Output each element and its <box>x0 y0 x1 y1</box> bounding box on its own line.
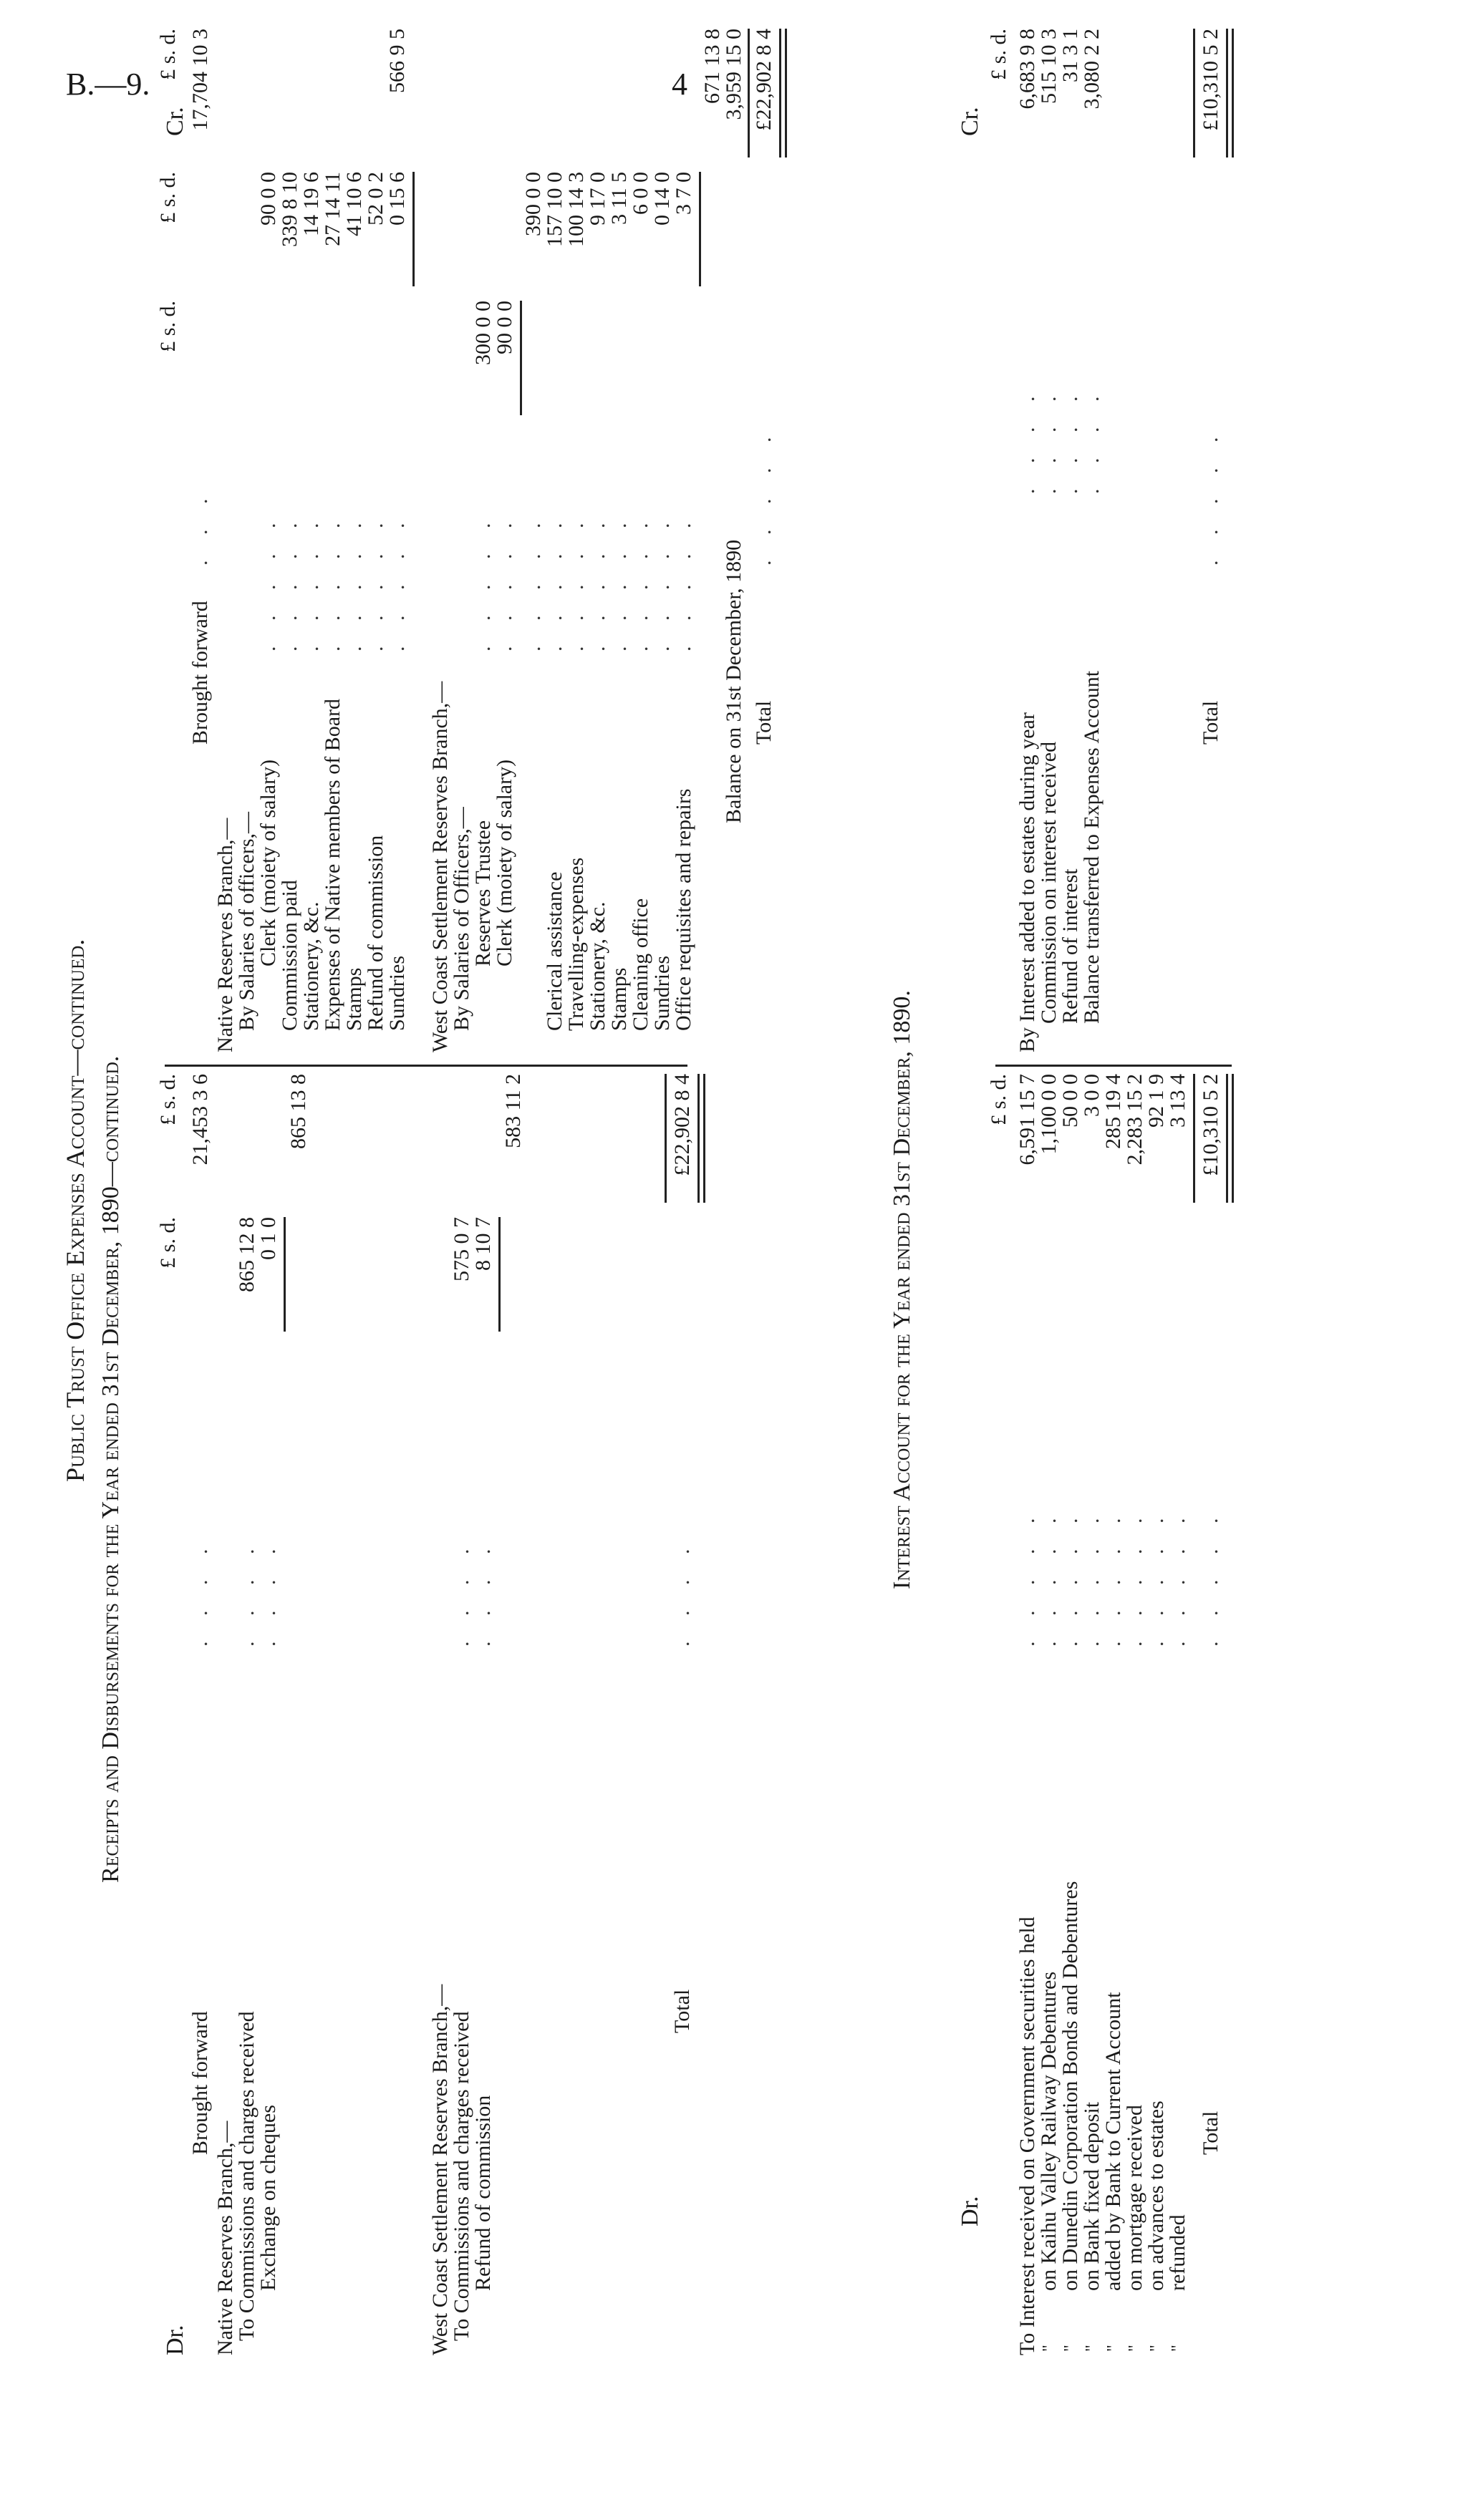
ditto-mark: " <box>1147 2345 1166 2352</box>
subtotal-rule <box>699 172 701 286</box>
expenses-centre-divider <box>165 1065 687 1067</box>
dot-leader: . . . . . <box>1199 1508 1222 1647</box>
exp-right-west-salary-amount: 300 0 0 <box>471 301 495 365</box>
dot-leader-column: . . . . . . . . . . . . . . . . . . . . . . . . . . . . . . . . . . . . . . . . <box>521 513 695 651</box>
dot-leader: . . . . <box>188 1538 212 1647</box>
int-left-amount: 1,100 0 0 <box>1037 1074 1061 1155</box>
exp-left-brought-forward: Brought forward <box>188 2011 212 2155</box>
exp-right-west-salary: Reserves Trustee <box>471 820 495 966</box>
int-left-amount: 50 0 0 <box>1058 1074 1082 1128</box>
dot-leader: . . . . <box>235 1538 259 1647</box>
ditto-mark: " <box>1061 2345 1080 2352</box>
exp-right-west-amount: 390 0 0 <box>521 172 545 236</box>
interest-title: Interest Account for the Year ended 31st December, 1890. <box>889 990 915 1589</box>
exp-right-west-item: Travelling-expenses <box>564 857 588 1031</box>
int-right-item: Balance transferred to Expenses Account <box>1080 670 1104 1024</box>
int-right-col-head: £ s. d. <box>987 29 1010 80</box>
interest-cr-label: Cr. <box>957 107 983 136</box>
exp-right-native-amount: 90 0 0 <box>256 172 280 226</box>
exp-right-total: £22,902 8 4 <box>752 29 776 131</box>
dot-leader-column: . . . . . . . . . . . . . . . . . . . . . . . . . . . . . . . . . . . <box>256 513 409 651</box>
int-left-total: £10,310 5 2 <box>1199 1074 1222 1176</box>
subtotal-rule <box>412 172 415 286</box>
exp-right-native-item: Expenses of Native members of Board <box>321 698 344 1031</box>
ditto-mark: " <box>1104 2345 1123 2352</box>
exp-right-west-item: Stamps <box>607 967 631 1031</box>
int-left-col-head: £ s. d. <box>987 1074 1010 1125</box>
int-left-total-label: Total <box>1199 2110 1222 2155</box>
interest-centre-divider <box>995 1065 1232 1067</box>
dot-leader-column: . . . . . . . . . . . . . . . . . . . . . . . . . . . . . . . . . . . . . . . . <box>1015 1508 1189 1647</box>
expenses-cr-label: Cr. <box>162 107 188 136</box>
exp-right-native-total: 566 9 5 <box>385 29 409 93</box>
dot-leader-column: . . . . . . . . . . . . . . . . <box>1015 386 1104 494</box>
int-left-item: on Kaihu Valley Railway Debentures <box>1037 1971 1061 2291</box>
total-rule <box>1193 29 1195 158</box>
dot-leader: . . . . <box>450 1538 473 1647</box>
interest-dr-label: Dr. <box>957 2196 983 2226</box>
int-left-item: on Bank fixed deposit <box>1080 2101 1104 2291</box>
int-left-item: refunded <box>1166 2214 1189 2291</box>
exp-right-west-salary: Clerk (moiety of salary) <box>493 759 516 966</box>
int-left-item: To Interest received on Government securities held <box>1015 1916 1039 2355</box>
exp-right-west-heading: West Coast Settlement Reserves Branch,— <box>428 681 452 1052</box>
exp-right-west-amount: 6 0 0 <box>629 172 652 215</box>
int-right-amount: 3,080 2 2 <box>1080 29 1104 110</box>
exp-right-west-sub: By Salaries of Officers,— <box>450 807 473 1031</box>
exp-right-native-amount: 52 0 2 <box>364 172 387 226</box>
exp-right-west-amount: 3 11 5 <box>607 172 631 225</box>
exp-right-native-item: Stationery, &c. <box>299 901 323 1031</box>
total-double-rule <box>697 1074 705 1203</box>
exp-right-west-amount: 157 10 0 <box>543 172 566 247</box>
int-right-amount: 6,683 9 8 <box>1015 29 1039 110</box>
int-left-amount: 3 13 4 <box>1166 1074 1189 1128</box>
exp-right-west-item: Office requisites and repairs <box>672 788 695 1031</box>
int-left-amount: 6,591 15 7 <box>1015 1074 1039 1166</box>
int-right-amount: 31 3 1 <box>1058 29 1082 82</box>
exp-left-col-head-1: £ s. d. <box>156 1217 180 1269</box>
exp-right-native-amount: 14 19 6 <box>299 172 323 236</box>
exp-right-west-item: Sundries <box>650 956 674 1031</box>
exp-right-native-amount: 41 10 6 <box>342 172 366 236</box>
exp-right-native-heading: Native Reserves Branch,— <box>213 818 237 1052</box>
page-number: 4 <box>672 67 687 102</box>
int-right-item: Refund of interest <box>1058 868 1082 1024</box>
ditto-mark: " <box>1169 2345 1187 2352</box>
total-rule <box>748 29 750 158</box>
int-right-item: By Interest added to estates during year <box>1015 712 1039 1052</box>
expenses-subtitle: Receipts and Disbursements for the Year ended 31st December, 1890—continued. <box>97 1055 124 1883</box>
exp-right-col-head-1: £ s. d. <box>156 301 180 352</box>
int-right-total-label: Total <box>1199 700 1222 745</box>
exp-right-native-item: Stamps <box>342 967 366 1031</box>
exp-right-west-item: Stationery, &c. <box>586 901 609 1031</box>
exp-left-native-item: Exchange on cheques <box>256 2105 280 2291</box>
expenses-dr-label: Dr. <box>162 2325 188 2355</box>
exp-right-native-item: Sundries <box>385 956 409 1031</box>
exp-right-west-amount: 100 14 3 <box>564 172 588 247</box>
exp-right-native-amount: 27 14 11 <box>321 172 344 246</box>
dot-leader: . . . . . <box>1199 427 1222 566</box>
dot-leader-column: . . . . . . . . . . <box>471 513 516 651</box>
exp-right-west-item: Clerical assistance <box>543 871 566 1031</box>
exp-right-native-item: Refund of commission <box>364 835 387 1031</box>
exp-left-west-total: 583 11 2 <box>501 1074 525 1148</box>
total-double-rule <box>1226 29 1234 158</box>
exp-right-brought-forward: Brought forward <box>188 601 212 745</box>
int-left-item: added by Bank to Current Account <box>1101 1992 1125 2291</box>
int-left-item: on mortgage received <box>1123 2105 1146 2291</box>
exp-left-bf-amount: 21,453 3 6 <box>188 1074 212 1166</box>
ditto-mark: " <box>1040 2345 1058 2352</box>
exp-left-native-total: 865 13 8 <box>286 1074 310 1149</box>
exp-left-native-heading: Native Reserves Branch,— <box>213 2121 237 2355</box>
dot-leader: . . . . . <box>752 427 776 566</box>
ditto-mark: " <box>1126 2345 1144 2352</box>
exp-right-native-item: Commission paid <box>278 880 301 1031</box>
total-double-rule <box>1226 1074 1234 1203</box>
exp-right-west-amount: 9 17 0 <box>586 172 609 226</box>
exp-right-native-item: Clerk (moiety of salary) <box>256 759 280 966</box>
total-double-rule <box>779 29 787 158</box>
exp-left-col-head-2: £ s. d. <box>156 1074 180 1125</box>
subtotal-rule <box>520 301 522 415</box>
exp-right-col-head-2: £ s. d. <box>156 172 180 223</box>
exp-left-native-amount: 0 1 0 <box>256 1217 280 1260</box>
dot-leader: . . . . <box>256 1538 280 1647</box>
exp-right-balance-label: Balance on 31st December, 1890 <box>722 539 745 823</box>
document-code: B.—9. <box>66 67 150 102</box>
rotated-page-content <box>57 7 1389 2370</box>
exp-left-west-item: Refund of commission <box>471 2095 495 2291</box>
exp-left-west-amount: 8 10 7 <box>471 1217 495 1271</box>
exp-left-total: £22,902 8 4 <box>670 1074 694 1176</box>
exp-right-native-amount: 339 8 10 <box>278 172 301 247</box>
subtotal-rule <box>284 1217 286 1332</box>
int-left-amount: 2,283 15 2 <box>1123 1074 1146 1166</box>
dot-leader: . . . . <box>670 1538 694 1647</box>
exp-left-west-heading: West Coast Settlement Reserves Branch,— <box>428 1984 452 2355</box>
total-rule <box>1193 1074 1195 1203</box>
int-right-item: Commission on interest received <box>1037 741 1061 1024</box>
exp-left-west-item: To Commissions and charges received <box>450 2011 473 2341</box>
exp-right-balance: 3,959 15 0 <box>722 29 745 120</box>
expenses-title: Public Trust Office Expenses Account—continued. <box>61 939 90 1482</box>
int-left-item: on advances to estates <box>1144 2100 1168 2291</box>
exp-right-west-amount: 0 14 0 <box>650 172 674 226</box>
exp-right-total-label: Total <box>752 700 776 745</box>
exp-right-bf-amount: 17,704 10 3 <box>188 29 212 131</box>
exp-left-total-label: Total <box>670 1989 694 2033</box>
int-right-amount: 515 10 3 <box>1037 29 1061 104</box>
int-right-total: £10,310 5 2 <box>1199 29 1222 131</box>
int-left-amount: 3 0 0 <box>1080 1074 1104 1117</box>
exp-left-native-item: To Commissions and charges received <box>235 2011 259 2341</box>
exp-right-west-total: 671 13 8 <box>700 29 724 104</box>
total-rule <box>665 1074 667 1203</box>
exp-left-west-amount: 575 0 7 <box>450 1217 473 1281</box>
exp-right-native-amount: 0 15 6 <box>385 172 409 226</box>
exp-right-west-amount: 3 7 0 <box>672 172 695 215</box>
int-left-amount: 92 1 9 <box>1144 1074 1168 1128</box>
exp-right-west-salary-amount: 90 0 0 <box>493 301 516 354</box>
ditto-mark: " <box>1083 2345 1101 2352</box>
int-left-amount: 285 19 4 <box>1101 1074 1125 1149</box>
int-left-item: on Dunedin Corporation Bonds and Debentures <box>1058 1881 1082 2291</box>
exp-right-col-head-3: £ s. d. <box>156 29 180 80</box>
exp-right-native-sub: By Salaries of officers,— <box>235 811 259 1031</box>
subtotal-rule <box>498 1217 501 1332</box>
dot-leader: . . . <box>188 488 212 566</box>
exp-left-native-amount: 865 12 8 <box>235 1217 259 1292</box>
dot-leader: . . . . <box>471 1538 495 1647</box>
exp-right-west-item: Cleaning office <box>629 898 652 1031</box>
